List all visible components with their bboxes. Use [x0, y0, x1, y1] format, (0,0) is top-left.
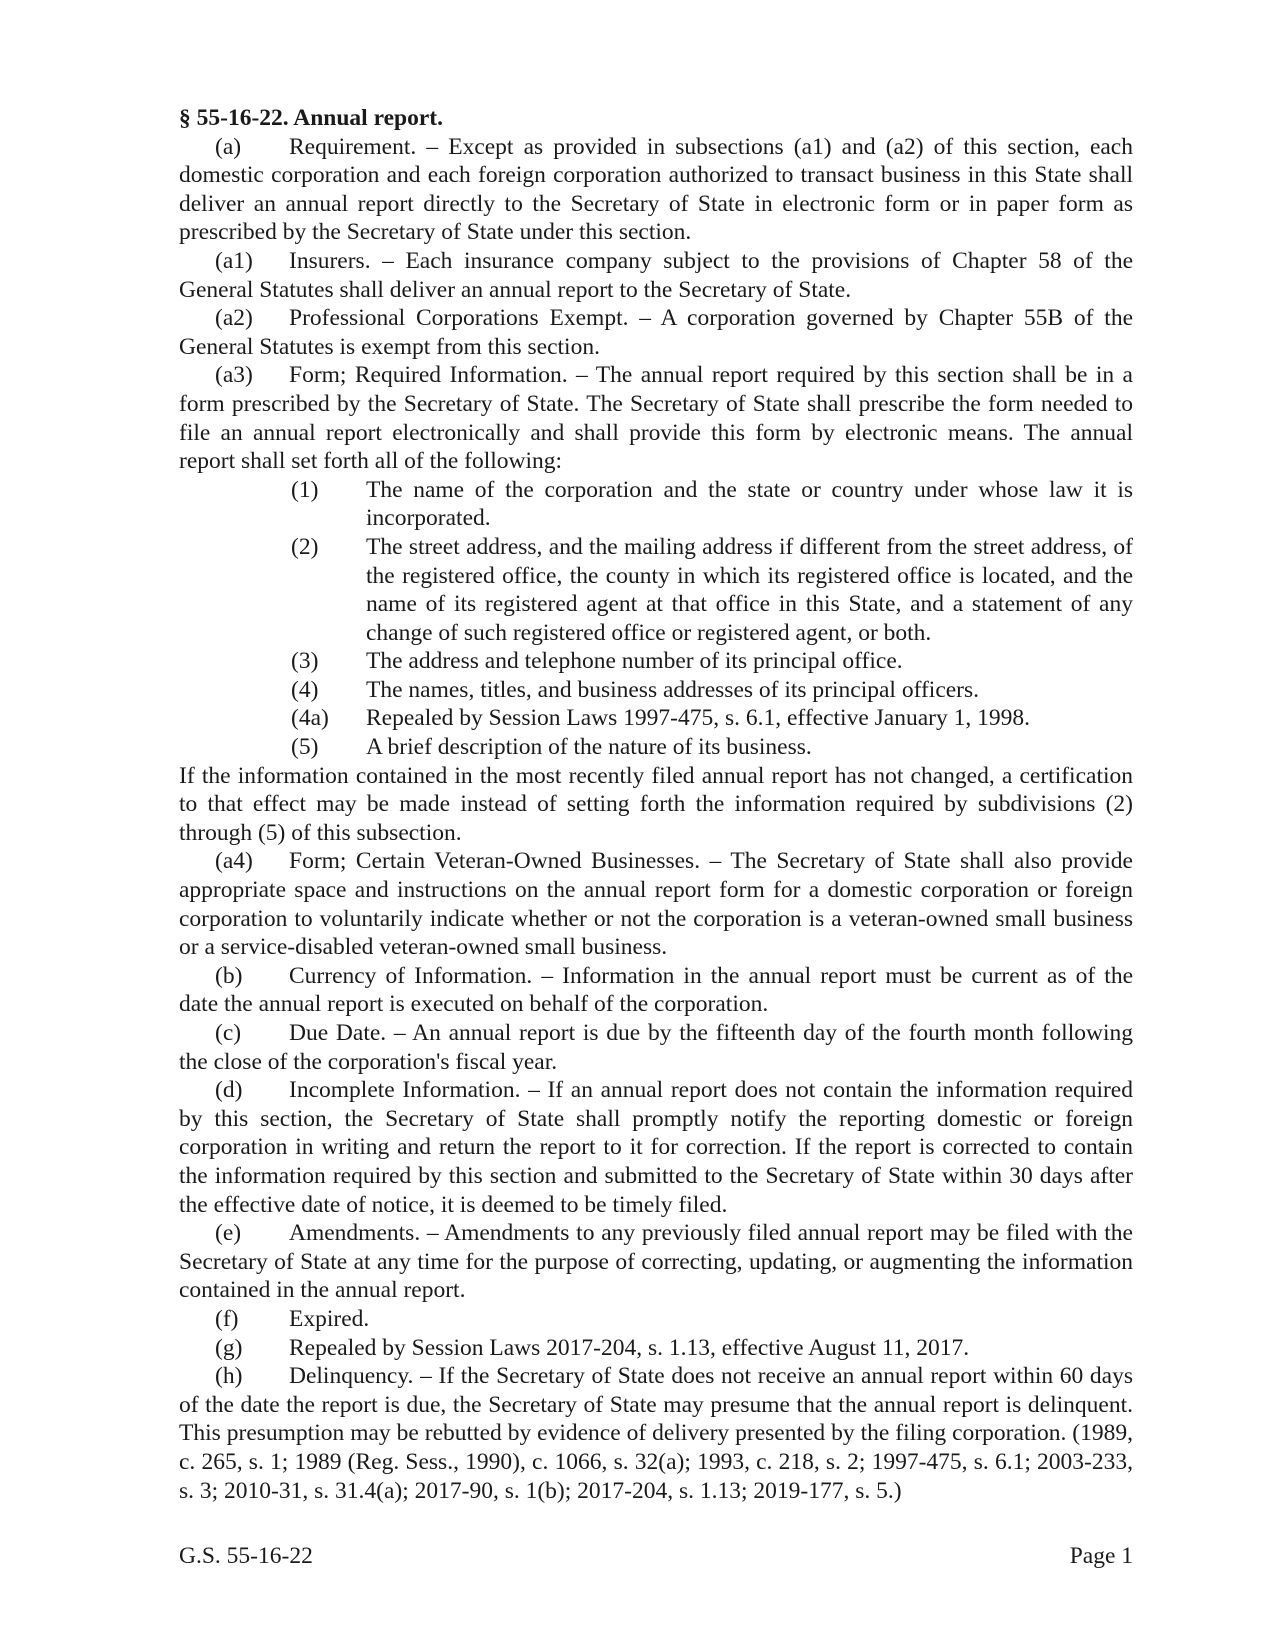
item-number: (3)	[291, 648, 319, 675]
paragraph-a1	[179, 247, 1133, 304]
paragraph-h	[179, 1362, 1133, 1505]
paragraph-text: Amendments. – Amendments to any previously filed annual report may be filed with the Secretary of State at any time for the purpose of correcting, updating, or augmenting the information contained in the annual report.	[179, 1220, 1133, 1304]
item-text: A brief description of the nature of its business.	[366, 734, 812, 761]
footer-citation: G.S. 55-16-22	[179, 1543, 313, 1569]
item-text: Repealed by Session Laws 1997-475, s. 6.1, effective January 1, 1998.	[366, 705, 1030, 732]
paragraph-number: (a2)	[215, 305, 253, 332]
document-page	[179, 104, 1133, 1505]
paragraph-text: Currency of Information. – Information in the annual report must be current as of the date the annual report is executed on behalf of the corporation.	[179, 962, 1133, 1018]
item-text: The name of the corporation and the state or country under whose law it is incorporated.	[366, 476, 1133, 532]
item-number: (5)	[291, 734, 319, 761]
paragraph-text: Insurers. – Each insurance company subject to the provisions of Chapter 58 of the General Statutes shall deliver an annual report to the Secretary of State.	[179, 247, 1133, 303]
paragraph-text: Repealed by Session Laws 2017-204, s. 1.13, effective August 11, 2017.	[289, 1334, 970, 1361]
list-item	[291, 733, 1133, 762]
paragraph-g	[179, 1334, 1133, 1363]
paragraph-number: (g)	[215, 1334, 243, 1361]
paragraph-number: (a3)	[215, 362, 253, 389]
certification-paragraph: If the information contained in the most recently filed annual report has not changed, a certification to that effect may be made instead of setting forth the information required by subdivisions (2) through (5) of this subsection.	[179, 762, 1133, 846]
page-footer	[179, 1543, 1133, 1570]
paragraph-number: (b)	[215, 962, 243, 989]
item-number: (4)	[291, 676, 319, 703]
paragraph-text: Expired.	[289, 1305, 370, 1332]
paragraph-number: (e)	[215, 1220, 242, 1247]
paragraph-number: (c)	[215, 1020, 242, 1046]
paragraph-text: Professional Corporations Exempt. – A corporation governed by Chapter 55B of the General Statutes is exempt from this section.	[179, 305, 1133, 360]
item-number: (4a)	[291, 705, 329, 732]
list-item	[291, 476, 1133, 533]
paragraph-number: (a)	[215, 133, 242, 160]
item-text: The street address, and the mailing address if different from the street address, of the registered office, the county in which its registered office is located, and the name of its registered agent at that office in this State, and a statement of any change of such registered office or registered agent, or both.	[366, 533, 1133, 646]
paragraph-number: (a1)	[215, 247, 253, 274]
item-number: (1)	[291, 476, 319, 503]
paragraph-b	[179, 962, 1133, 1019]
paragraph-a	[179, 133, 1133, 247]
paragraph-number: (d)	[215, 1077, 243, 1104]
paragraph-text: Form; Certain Veteran-Owned Businesses. – The Secretary of State shall also provide appropriate space and instructions on the annual report form for a domestic corporation or foreign corporation to voluntarily indicate whether or not the corporation is a veteran-owned small business or a service-disabled veteran-owned small business.	[179, 848, 1133, 961]
paragraph-f	[179, 1305, 1133, 1334]
paragraph-e	[179, 1219, 1133, 1305]
paragraph-text: Due Date. – An annual report is due by the fifteenth day of the fourth month following the close of the corporation's fiscal year.	[179, 1020, 1133, 1075]
paragraph-d	[179, 1076, 1133, 1219]
item-number: (2)	[291, 533, 319, 560]
list-item	[291, 647, 1133, 676]
paragraph-text: Requirement. – Except as provided in subsections (a1) and (a2) of this section, each domestic corporation and each foreign corporation authorized to transact business in this State shall deliver an annual report directly to the Secretary of State in electronic form or in paper form as prescribed by the Secretary of State under this section.	[179, 133, 1133, 246]
paragraph-number: (h)	[215, 1363, 243, 1390]
paragraph-text: Form; Required Information. – The annual report required by this section shall be in a form prescribed by the Secretary of State. The Secretary of State shall prescribe the form needed to file an annual report electronically and shall provide this form by electronic means. The annual report shall set forth all of the following:	[179, 362, 1133, 475]
list-item	[291, 704, 1133, 733]
paragraph-text: Delinquency. – If the Secretary of State does not receive an annual report within 60 days of the date the report is due, the Secretary of State may presume that the annual report is delinquent. This presumption may be rebutted by evidence of delivery presented by the filing corporation. (1989, c. 265, s. 1; 1989 (Reg. Sess., 1990), c. 1066, s. 32(a); 1993, c. 218, s. 2; 1997-475, s. 6.1; 2003-233, s. 3; 2010-31, s. 31.4(a); 2017-90, s. 1(b); 2017-204, s. 1.13; 2019-177, s. 5.)	[179, 1363, 1133, 1504]
list-item	[291, 676, 1133, 705]
paragraph-text: Incomplete Information. – If an annual report does not contain the information required by this section, the Secretary of State shall promptly notify the reporting domestic or foreign corporation in writing and return the report to it for correction. If the report is corrected to contain the information required by this section and submitted to the Secretary of State within 30 days after the effective date of notice, it is deemed to be timely filed.	[179, 1077, 1133, 1218]
list-item	[291, 533, 1133, 647]
page-number: Page 1	[1069, 1543, 1133, 1569]
paragraph-a4	[179, 847, 1133, 961]
paragraph-number: (a4)	[215, 848, 253, 875]
paragraph-a3	[179, 361, 1133, 475]
section-title: § 55-16-22. Annual report.	[179, 105, 443, 131]
paragraph-a2	[179, 304, 1133, 361]
item-text: The address and telephone number of its principal office.	[366, 648, 903, 675]
paragraph-number: (f)	[215, 1305, 239, 1332]
item-text: The names, titles, and business addresses of its principal officers.	[366, 676, 980, 703]
paragraph-c	[179, 1019, 1133, 1076]
